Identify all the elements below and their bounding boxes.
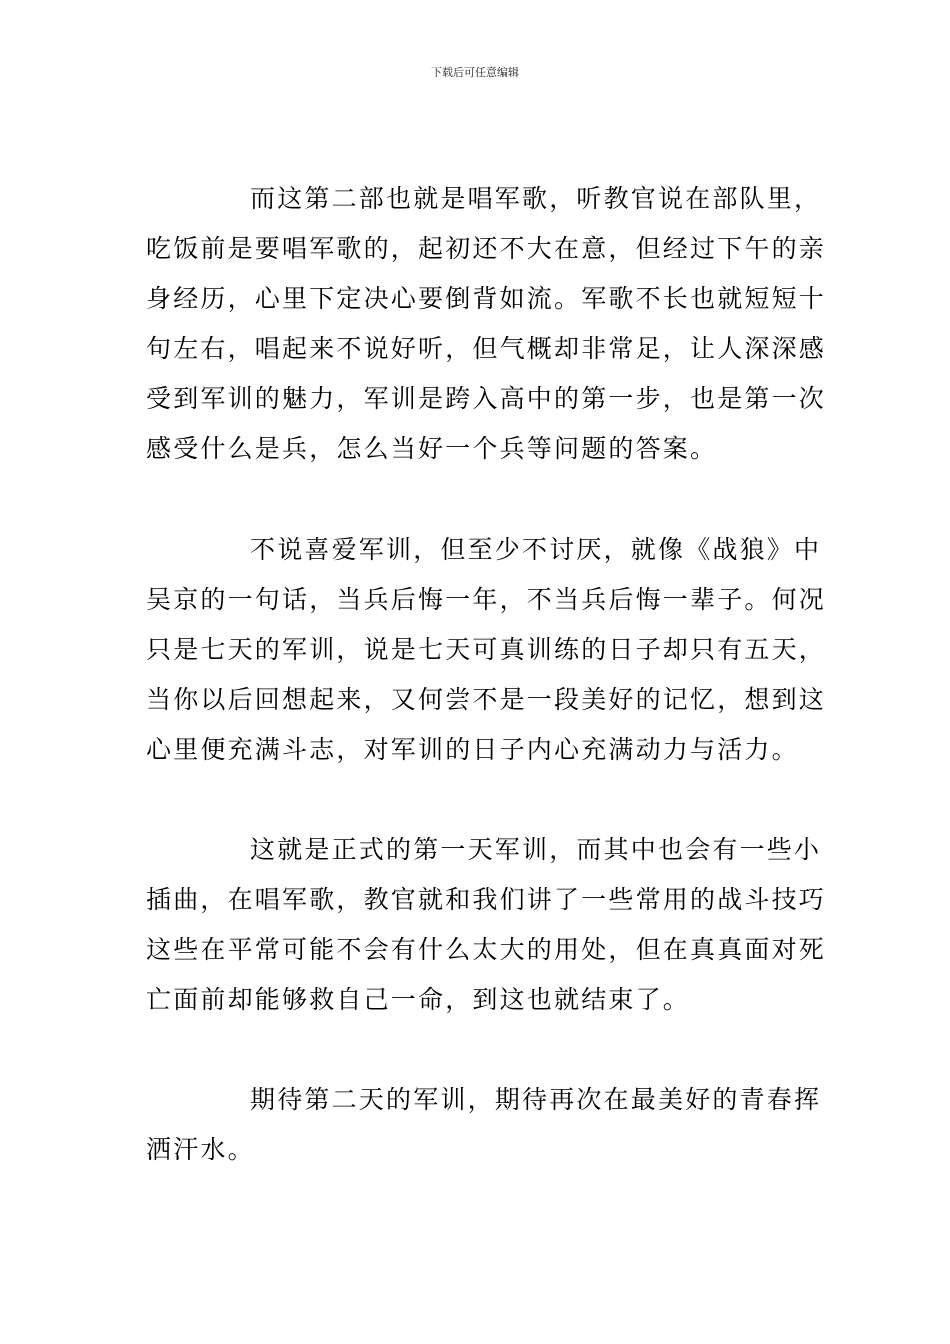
paragraph-4-line-2: 洒汗水。 [146, 1135, 255, 1164]
paragraph-3-line-2: 插曲，在唱军歌，教官就和我们讲了一些常用的战斗技巧 [146, 885, 827, 914]
page-header: 下载后可任意编辑 [431, 66, 519, 79]
paragraph-1-line-4: 句左右，唱起来不说好听，但气概却非常足，让人深深感 [146, 334, 827, 363]
paragraph-1-line-2: 吃饭前是要唱军歌的，起初还不大在意，但经过下午的亲 [146, 234, 827, 263]
paragraph-2-line-2: 吴京的一句话，当兵后悔一年，不当兵后悔一辈子。何况 [146, 585, 827, 614]
paragraph-2-line-3: 只是七天的军训，说是七天可真训练的日子却只有五天， [146, 635, 827, 664]
paragraph-3-line-3: 这些在平常可能不会有什么太大的用处，但在真真面对死 [146, 935, 827, 964]
paragraph-3-line-1: 这就是正式的第一天军训，而其中也会有一些小 [250, 835, 822, 864]
paragraph-3-line-4: 亡面前却能够救自己一命，到这也就结束了。 [146, 985, 691, 1014]
paragraph-2-line-4: 当你以后回想起来，又何尝不是一段美好的记忆，想到这 [146, 685, 827, 714]
paragraph-1-line-3: 身经历，心里下定决心要倒背如流。军歌不长也就短短十 [146, 284, 827, 313]
paragraph-1-line-5: 受到军训的魅力，军训是跨入高中的第一步，也是第一次 [146, 384, 827, 413]
paragraph-1-line-6: 感受什么是兵，怎么当好一个兵等问题的答案。 [146, 434, 718, 463]
paragraph-4-line-1: 期待第二天的军训，期待再次在最美好的青春挥 [250, 1085, 822, 1114]
paragraph-2-line-5: 心里便充满斗志，对军训的日子内心充满动力与活力。 [146, 735, 799, 764]
paragraph-1-line-1: 而这第二部也就是唱军歌，听教官说在部队里， [250, 184, 822, 213]
paragraph-2-line-1: 不说喜爱军训，但至少不讨厌，就像《战狼》中 [250, 535, 822, 564]
